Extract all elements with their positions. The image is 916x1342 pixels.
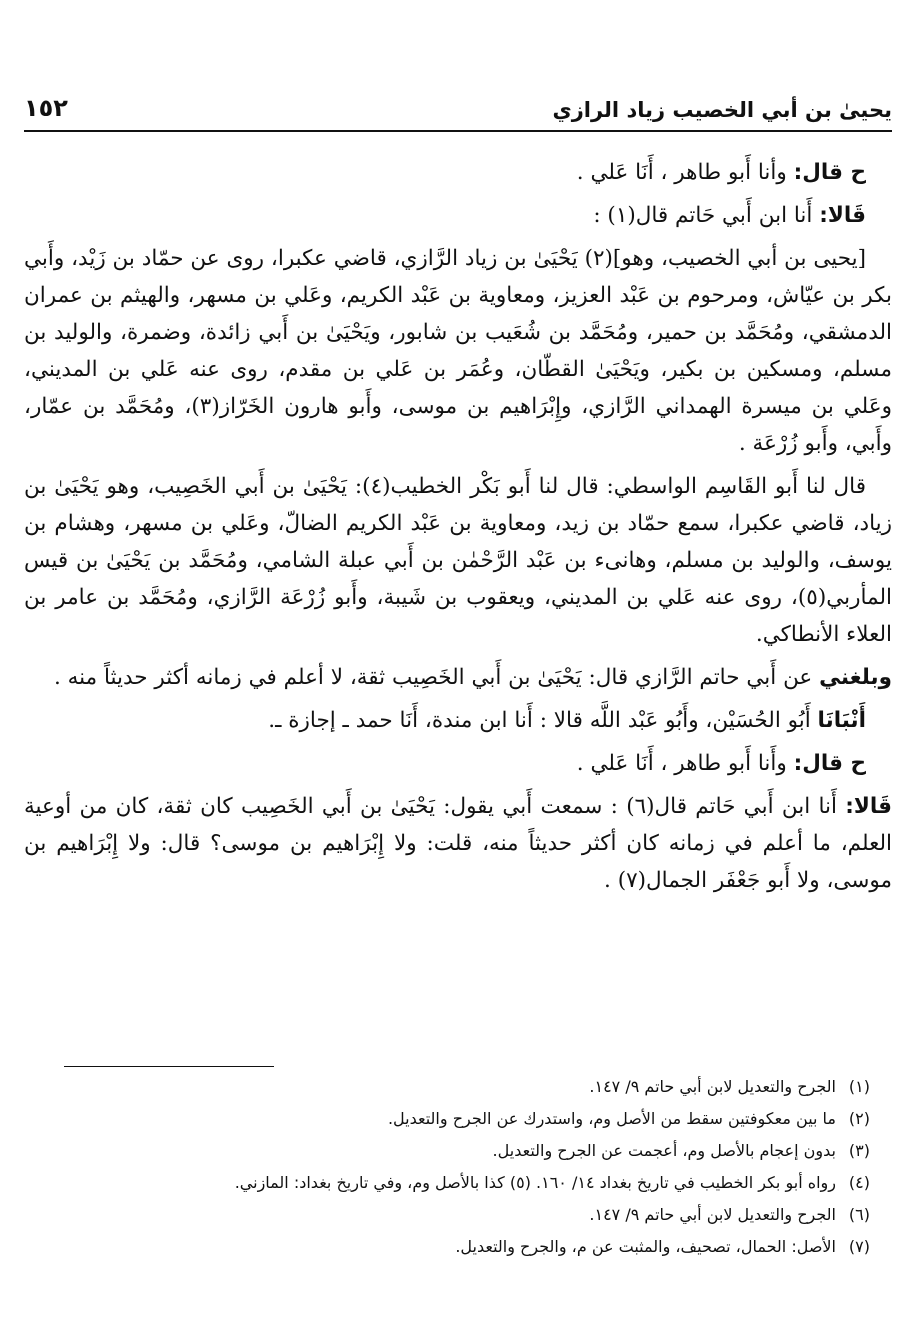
paragraph-lead: ح قال: (793, 160, 866, 185)
paragraph-text: [يحيى بن أبي الخصيب، وهو](٢) يَحْيَىٰ بن زياد الرَّازي، قاضي عكبرا، روى عن حمّاد بن زَيْد، وأَبي بكر بن عيّاش، ومرحوم بن عَبْد العزيز، ومعاوية بن عَبْد الكريم، وعَلي بن مسهر، والهيثم بن عمران الدمشقي، ومُحَمَّد بن حمير، ومُحَمَّد بن شُعَيب بن شابور، ويَحْيَىٰ بن أَبي زائدة، وضمرة، والوليد بن مسلم، ومسكين بن بكير، ويَحْيَىٰ القطّان، وعُمَر بن عَلي بن مقدم، روى عنه عَلي بن المديني، وعَلي بن ميسرة الهمداني الرَّازي، وإِبْرَاهيم بن موسى، وأَبو هارون الخَرّاز(٣)، ومُحَمَّد بن عمّار، وأَبي، وأَبو زُرْعَة . (24, 246, 892, 456)
paragraph-text: أَنا ابن أَبي حَاتم قال(١) : (593, 203, 820, 228)
footnote (24, 1103, 892, 1135)
running-title: يحيىٰ بن أبي الخصيب زياد الرازي (552, 98, 892, 122)
paragraph (24, 702, 892, 739)
paragraph-lead: قَالا: (845, 794, 892, 819)
footnote-number: (٧) (848, 1237, 870, 1256)
main-text (24, 154, 892, 899)
footnote-text: الأصل: الحمال، تصحيف، والمثبت عن م، والجرح والتعديل. (455, 1237, 836, 1256)
footnote-divider (64, 1066, 274, 1067)
paragraph (24, 240, 892, 462)
paragraph-text: أَبُو الحُسَيْن، وأَبُو عَبْد اللَّه قالا : أَنا ابن مندة، أَنَا حمد ـ إجازة ـ. (268, 708, 818, 733)
paragraph (24, 788, 892, 899)
footnote (24, 1231, 892, 1263)
paragraph-text: قال لنا أَبو القَاسِم الواسطي: قال لنا أَبو بَكْر الخطيب(٤): يَحْيَىٰ بن أَبي الخَصِيب، وهو يَحْيَىٰ بن زياد، قاضي عكبرا، سمع حمّاد بن زيد، ومعاوية بن عَبْد الكريم الضالّ، وعَلي بن مسهر، وهشام بن يوسف، والوليد بن مسلم، وهانىء بن عَبْد الرَّحْمٰن بن أَبي عبلة الشامي، ومُحَمَّد بن يَحْيَىٰ بن قيس المأربي(٥)، روى عنه عَلي بن المديني، ويعقوب بن شَيبة، وأَبو زُرْعَة الرَّازي، ومُحَمَّد بن عامر بن العلاء الأنطاكي. (24, 474, 892, 647)
paragraph (24, 468, 892, 653)
footnote-number: (٢) (848, 1109, 870, 1128)
footnote-number: (١) (848, 1077, 870, 1096)
footnote-text: الجرح والتعديل لابن أبي حاتم ٩/ ١٤٧. (589, 1077, 836, 1096)
paragraph-text: عن أَبي حاتم الرَّازي قال: يَحْيَىٰ بن أَبي الخَصِيب ثقة، لا أعلم في زمانه أكثر حديثاً منه . (53, 665, 820, 690)
footnote-text: بدون إعجام بالأصل وم، أعجمت عن الجرح والتعديل. (492, 1141, 836, 1160)
footnote-text: الجرح والتعديل لابن أبي حاتم ٩/ ١٤٧. (589, 1205, 836, 1224)
footnote-text: ما بين معكوفتين سقط من الأصل وم، واستدرك عن الجرح والتعديل. (387, 1109, 836, 1128)
footnote (24, 1199, 892, 1231)
paragraph-text: أَنا ابن أَبي حَاتم قال(٦) : سمعت أَبي يقول: يَحْيَىٰ بن أَبي الخَصِيب كان ثقة، كان من أوعية العلم، ما أعلم في زمانه كان أكثر حديثاً منه، قلت: ولا إِبْرَاهيم بن موسى؟ قال: ولا إِبْرَاهيم بن موسى، ولا أَبو جَعْفَر الجمال(٧) . (24, 794, 892, 893)
paragraph-lead: قَالا: (819, 203, 866, 228)
footnotes (24, 1066, 892, 1263)
footnote (24, 1167, 892, 1199)
paragraph-lead: وبلغني (819, 665, 892, 690)
footnote-number: (٤) (848, 1173, 870, 1192)
page-number: ١٥٢ (24, 94, 68, 122)
paragraph (24, 659, 892, 696)
paragraph (24, 154, 892, 191)
paragraph-lead: ح قال: (793, 751, 866, 776)
paragraph-text: وأنا أَبو طاهر ، أَنَا عَلي . (576, 160, 794, 185)
paragraph-lead: أَنْبَانَا (817, 708, 866, 733)
paragraph (24, 745, 892, 782)
footnote-number: (٣) (848, 1141, 870, 1160)
footnote-number: (٦) (848, 1205, 870, 1224)
footnote (24, 1135, 892, 1167)
book-page (24, 74, 892, 1324)
footnote (24, 1071, 892, 1103)
page-header (24, 74, 892, 132)
paragraph (24, 197, 892, 234)
footnote-text: رواه أبو بكر الخطيب في تاريخ بغداد ١٤/ ١٦٠. (٥) كذا بالأصل وم، وفي تاريخ بغداد: المازني. (234, 1173, 836, 1192)
paragraph-text: وأَنا أَبو طاهر ، أَنَا عَلي . (576, 751, 794, 776)
